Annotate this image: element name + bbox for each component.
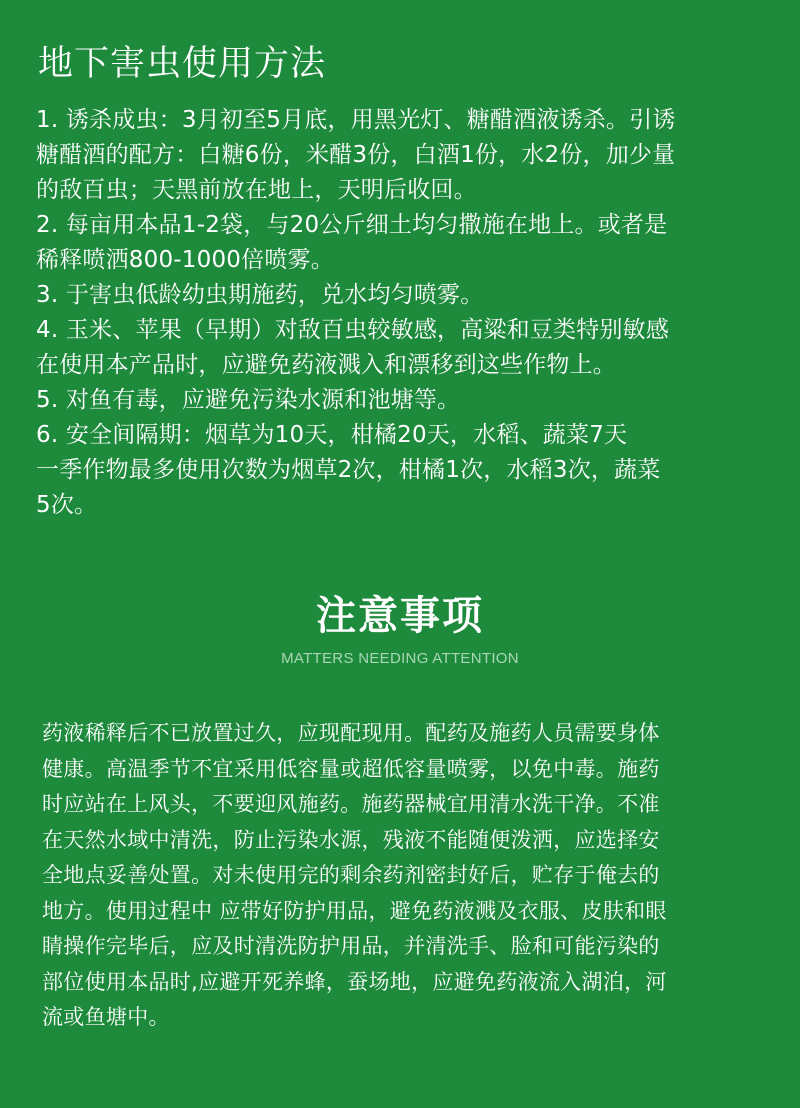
notice-line: 健康。高温季节不宜采用低容量或超低容量喷雾，以免中毒。施药 [42, 756, 660, 781]
usage-item-3 [30, 278, 790, 313]
usage-item-line: 5. 对鱼有毒，应避免污染水源和池塘等。 [36, 387, 461, 413]
usage-item-line: 的敌百虫；天黑前放在地上，天明后收回。 [36, 177, 477, 203]
usage-item-5 [30, 383, 790, 418]
usage-item-line: 糖醋酒的配方：白糖6份，米醋3份，白酒1份，水2份，加少量 [36, 142, 676, 168]
usage-item-line: 4. 玉米、苹果（早期）对敌百虫较敏感，高粱和豆类特别敏感 [36, 317, 670, 343]
notice-line: 睛操作完毕后，应及时清洗防护用品，并清洗手、脸和可能污染的 [42, 934, 660, 958]
usage-item-1 [30, 103, 790, 208]
usage-section-title: 地下害虫使用方法 [38, 44, 327, 84]
usage-instructions-list [30, 103, 790, 523]
notice-line: 在天然水域中清洗，防止污染水源，残液不能随便泼洒，应选择安 [42, 827, 660, 852]
usage-item-line: 6. 安全间隔期：烟草为10天，柑橘20天，水稻、蔬菜7天 [36, 422, 628, 448]
notice-section-subtitle: MATTERS NEEDING ATTENTION [281, 650, 519, 667]
usage-item-line: 一季作物最多使用次数为烟草2次，柑橘1次，水稻3次，蔬菜 [36, 457, 661, 483]
usage-item-2 [30, 208, 790, 278]
usage-item-line: 3. 于害虫低龄幼虫期施药，兑水均匀喷雾。 [36, 282, 484, 308]
notice-line: 药液稀释后不已放置过久，应现配现用。配药及施药人员需要身体 [42, 721, 660, 745]
usage-item-line: 稀释喷洒800-1000倍喷雾。 [36, 247, 334, 273]
usage-item-6 [30, 418, 790, 523]
notice-line: 地方。使用过程中 应带好防护用品，避免药液溅及衣服、皮肤和眼 [42, 898, 667, 923]
usage-item-line: 1. 诱杀成虫：3月初至5月底，用黑光灯、糖醋酒液诱杀。引诱 [36, 107, 676, 133]
notice-body [42, 716, 782, 1036]
notice-line: 全地点妥善处置。对未使用完的剩余药剂密封好后，贮存于俺去的 [42, 863, 660, 887]
usage-item-line: 5次。 [36, 492, 98, 518]
usage-item-line: 在使用本产品时，应避免药液溅入和漂移到这些作物上。 [36, 352, 616, 378]
usage-item-4 [30, 313, 790, 383]
usage-item-line: 2. 每亩用本品1-2袋，与20公斤细土均匀撒施在地上。或者是 [36, 212, 668, 238]
notice-line: 部位使用本品时,应避开死养蜂，蚕场地，应避免药液流入湖泊，河 [42, 969, 667, 994]
notice-section-title: 注意事项 [316, 593, 484, 639]
notice-line: 时应站在上风头，不要迎风施药。施药器械宜用清水洗干净。不准 [42, 792, 660, 816]
notice-line: 流或鱼塘中。 [42, 1005, 170, 1029]
